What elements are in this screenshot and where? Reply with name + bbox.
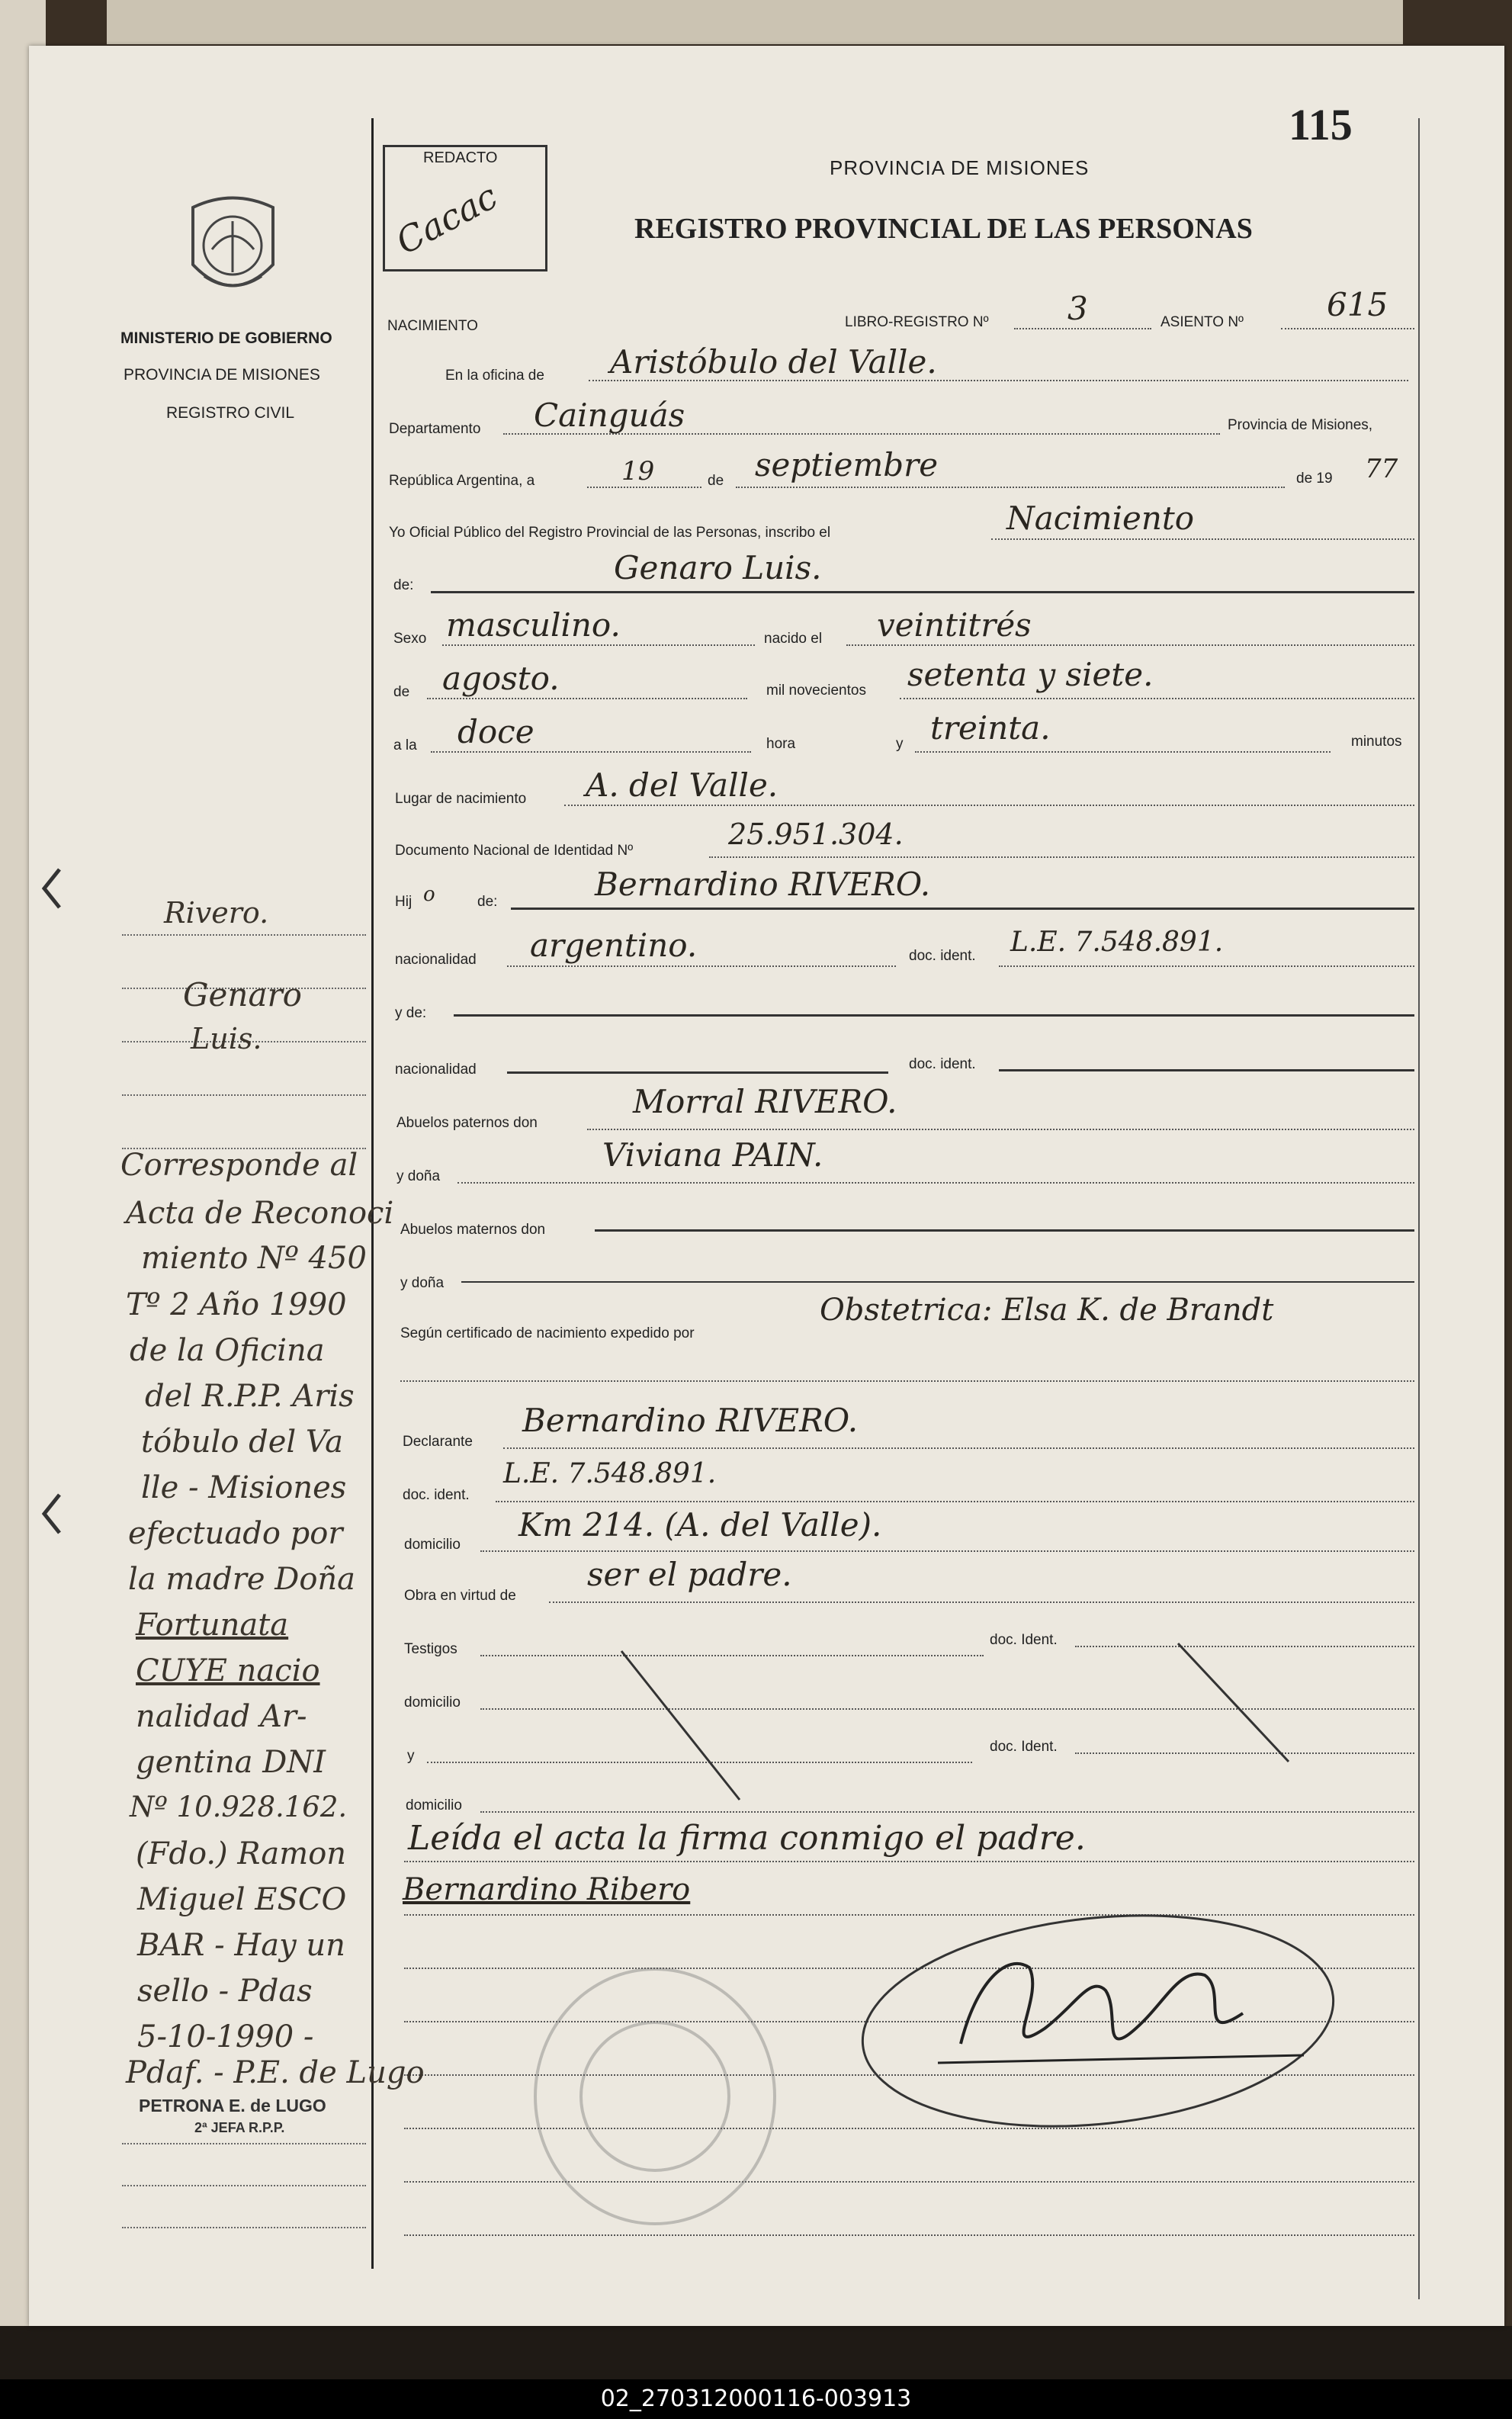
registry-header: REGISTRO PROVINCIAL DE LAS PERSONAS <box>634 213 1253 245</box>
minutos-line <box>915 751 1331 753</box>
domicilio2-label: domicilio <box>404 1695 461 1711</box>
inscribo-line <box>991 538 1414 540</box>
mes-nac-line <box>427 698 747 699</box>
madre-doc-line <box>999 1069 1414 1071</box>
margin-line-1 <box>122 934 366 936</box>
libro-line <box>1014 328 1151 329</box>
declarante-label: Declarante <box>403 1434 473 1450</box>
oficial-label: Yo Oficial Público del Registro Provincial de las Personas, inscribo el <box>389 525 831 541</box>
libro-value: 3 <box>1067 290 1088 327</box>
y-label: y <box>896 736 904 752</box>
note-line: Miguel ESCO <box>137 1882 347 1917</box>
margin-rule <box>371 118 374 2269</box>
republica-label: República Argentina, a <box>389 473 535 489</box>
margin-line-4 <box>122 1094 366 1096</box>
firma-value: Bernardino Ribero <box>403 1872 691 1907</box>
y2-label: y <box>407 1748 415 1764</box>
margin-stamp-role: 2ª JEFA R.P.P. <box>194 2120 285 2135</box>
hijo-label: Hij <box>395 894 413 910</box>
hijo-suffix: o <box>423 883 435 906</box>
anio-nac-value: setenta y siete. <box>907 656 1154 693</box>
domicilio-line <box>480 1550 1414 1552</box>
redacto-initials: Cacac <box>389 175 504 263</box>
inscribo-value: Nacimiento <box>1006 500 1195 537</box>
extra-line6 <box>404 2234 1414 2236</box>
nacionalidad-value: argentino. <box>530 927 698 964</box>
note-line: Acta de Reconoci <box>126 1196 394 1231</box>
nacionalidad-line <box>507 965 896 967</box>
leida-line <box>404 1861 1414 1862</box>
anio-value: 77 <box>1365 454 1398 484</box>
note-line: nalidad Ar- <box>136 1699 307 1734</box>
binding-clip-icon <box>37 1491 67 1537</box>
domicilio3-label: domicilio <box>406 1797 462 1813</box>
nacido-label: nacido el <box>764 631 823 647</box>
province-header: PROVINCIA DE MISIONES <box>830 156 1090 179</box>
domicilio-label: domicilio <box>404 1537 461 1553</box>
abuelo-mat-line <box>595 1229 1414 1232</box>
dia-value: 19 <box>621 456 655 487</box>
ministry-line2: PROVINCIA DE MISIONES <box>124 366 320 384</box>
nacido-value: veintitrés <box>877 606 1032 644</box>
declarante-line <box>503 1447 1414 1449</box>
note-line: 5-10-1990 - <box>137 2019 314 2054</box>
de2-label: de: <box>393 577 414 593</box>
hora-line <box>431 751 751 753</box>
declarante-value: Bernardino RIVERO. <box>522 1402 859 1439</box>
note-line: miento Nº 450 <box>141 1241 367 1276</box>
note-line: Tº 2 Año 1990 <box>126 1287 347 1322</box>
de3-label: de <box>393 684 410 700</box>
hora-label: hora <box>766 736 796 752</box>
oficina-value: Aristóbulo del Valle. <box>610 343 937 381</box>
testigos-label: Testigos <box>404 1641 457 1657</box>
abuela-pat-line <box>457 1182 1414 1184</box>
sexo-label: Sexo <box>393 631 427 647</box>
docident2-label: doc. ident. <box>909 1056 976 1072</box>
dni-label: Documento Nacional de Identidad Nº <box>395 843 634 859</box>
cancel-strokes <box>610 1640 1296 1807</box>
provincia-suffix: Provincia de Misiones, <box>1228 417 1373 433</box>
mes-nac-value: agosto. <box>442 660 560 697</box>
de-label: de <box>708 473 724 489</box>
redacto-label: REDACTO <box>423 149 498 166</box>
top-page-edge <box>107 0 1403 44</box>
nacionalidad-label: nacionalidad <box>395 952 477 968</box>
faded-stamp-inner <box>579 2021 730 2172</box>
obra-label: Obra en virtud de <box>404 1588 516 1604</box>
sexo-line <box>442 644 755 646</box>
note-line: Nº 10.928.162. <box>130 1791 348 1823</box>
page-number: 115 <box>1289 100 1353 149</box>
declarante-doc-line <box>496 1501 1414 1502</box>
abuela-mat-line <box>461 1281 1414 1283</box>
footer-caption: 02_270312000116-003913 <box>0 2379 1512 2419</box>
ydona-label: y doña <box>396 1168 441 1184</box>
certificado-value: Obstetrica: Elsa K. de Brandt <box>820 1293 1274 1328</box>
domicilio-value: Km 214. (A. del Valle). <box>518 1506 882 1544</box>
asiento-value: 615 <box>1327 286 1388 323</box>
padre-doc-line <box>999 965 1414 967</box>
nacido-line <box>846 644 1414 646</box>
coat-of-arms-icon <box>181 192 284 307</box>
lugar-value: A. del Valle. <box>586 766 778 804</box>
extra-line5 <box>404 2181 1414 2183</box>
margin-nombre1: Genaro <box>183 976 302 1014</box>
hora-value: doce <box>457 713 534 750</box>
padre-line <box>511 908 1414 910</box>
libro-label: LIBRO-REGISTRO Nº <box>845 314 989 330</box>
binding-clip-icon <box>37 866 67 911</box>
certificado-label: Según certificado de nacimiento expedido por <box>400 1325 695 1341</box>
note-line: tóbulo del Va <box>141 1425 343 1460</box>
domicilio3-line <box>480 1811 1414 1813</box>
minutos-value: treinta. <box>930 709 1051 747</box>
nombre-line <box>431 591 1414 593</box>
certificado-line2 <box>400 1380 1414 1382</box>
yde-label: y de: <box>395 1005 427 1021</box>
obra-value: ser el padre. <box>587 1556 792 1593</box>
note-line: del R.P.P. Aris <box>145 1379 355 1414</box>
abuelo-pat-value: Morral RIVERO. <box>633 1083 897 1120</box>
departamento-value: Cainguás <box>534 397 685 434</box>
ydona2-label: y doña <box>400 1275 445 1291</box>
asiento-line <box>1281 328 1414 329</box>
docident-label: doc. ident. <box>909 948 976 964</box>
lugar-label: Lugar de nacimiento <box>395 791 527 807</box>
dark-background <box>0 2326 1512 2379</box>
docident5-label: doc. Ident. <box>990 1739 1058 1755</box>
ala-label: a la <box>393 737 417 753</box>
note-line: (Fdo.) Ramon <box>136 1836 347 1871</box>
dni-value: 25.951.304. <box>728 818 904 851</box>
docident3-label: doc. ident. <box>403 1487 470 1503</box>
note-line: CUYE nacio <box>136 1653 320 1688</box>
anio-label: de 19 <box>1296 471 1333 487</box>
ministry-line3: REGISTRO CIVIL <box>166 404 295 422</box>
oficina-label: En la oficina de <box>445 368 544 384</box>
sexo-value: masculino. <box>446 606 621 644</box>
nacionalidad2-label: nacionalidad <box>395 1062 477 1078</box>
margin-signature: Pdaf. - P.E. de Lugo <box>126 2055 425 2090</box>
note-line: de la Oficina <box>130 1333 325 1368</box>
mes-line <box>736 487 1285 488</box>
right-rule <box>1418 118 1420 2299</box>
mes-value: septiembre <box>755 446 939 483</box>
abuelos-pat-label: Abuelos paternos don <box>396 1115 538 1131</box>
margin-apellido: Rivero. <box>164 896 269 930</box>
note-line: lle - Misiones <box>141 1470 347 1505</box>
note-line: gentina DNI <box>136 1745 326 1780</box>
abuelos-mat-label: Abuelos maternos don <box>400 1222 546 1238</box>
note-line: BAR - Hay un <box>137 1928 345 1963</box>
hijo-de-label: de: <box>477 894 498 910</box>
obra-line <box>549 1601 1414 1603</box>
abuela-pat-value: Viviana PAIN. <box>602 1136 823 1174</box>
madre-line <box>454 1014 1414 1017</box>
nacionalidad2-line <box>507 1071 888 1074</box>
note-line: Fortunata <box>136 1608 289 1643</box>
dni-line <box>709 856 1414 858</box>
note-line: la madre Doña <box>128 1562 356 1597</box>
nacimiento-label: NACIMIENTO <box>387 318 478 334</box>
note-line: sello - Pdas <box>137 1974 313 2009</box>
margin-line-6 <box>122 2143 366 2144</box>
leida-value: Leída el acta la firma conmigo el padre. <box>408 1819 1086 1858</box>
margin-line-8 <box>122 2227 366 2228</box>
note-line: Corresponde al <box>120 1148 358 1183</box>
asiento-label: ASIENTO Nº <box>1160 314 1244 330</box>
dia-line <box>587 487 701 488</box>
docident4-label: doc. Ident. <box>990 1632 1058 1648</box>
official-signature <box>846 1891 1380 2143</box>
lugar-line <box>564 805 1414 806</box>
margin-nombre2: Luis. <box>191 1022 262 1055</box>
abuelo-pat-line <box>587 1129 1414 1130</box>
anio-nac-line <box>900 698 1414 699</box>
nombre-value: Genaro Luis. <box>614 549 822 586</box>
padre-doc-value: L.E. 7.548.891. <box>1010 927 1224 958</box>
margin-stamp-name: PETRONA E. de LUGO <box>139 2096 326 2115</box>
departamento-label: Departamento <box>389 421 481 437</box>
minutos-label: minutos <box>1351 734 1402 750</box>
margin-line-7 <box>122 2185 366 2186</box>
ministry-line1: MINISTERIO DE GOBIERNO <box>120 329 332 347</box>
padre-value: Bernardino RIVERO. <box>595 866 931 903</box>
milnov-label: mil novecientos <box>766 683 866 699</box>
declarante-doc-value: L.E. 7.548.891. <box>503 1458 717 1489</box>
note-line: efectuado por <box>128 1516 343 1551</box>
